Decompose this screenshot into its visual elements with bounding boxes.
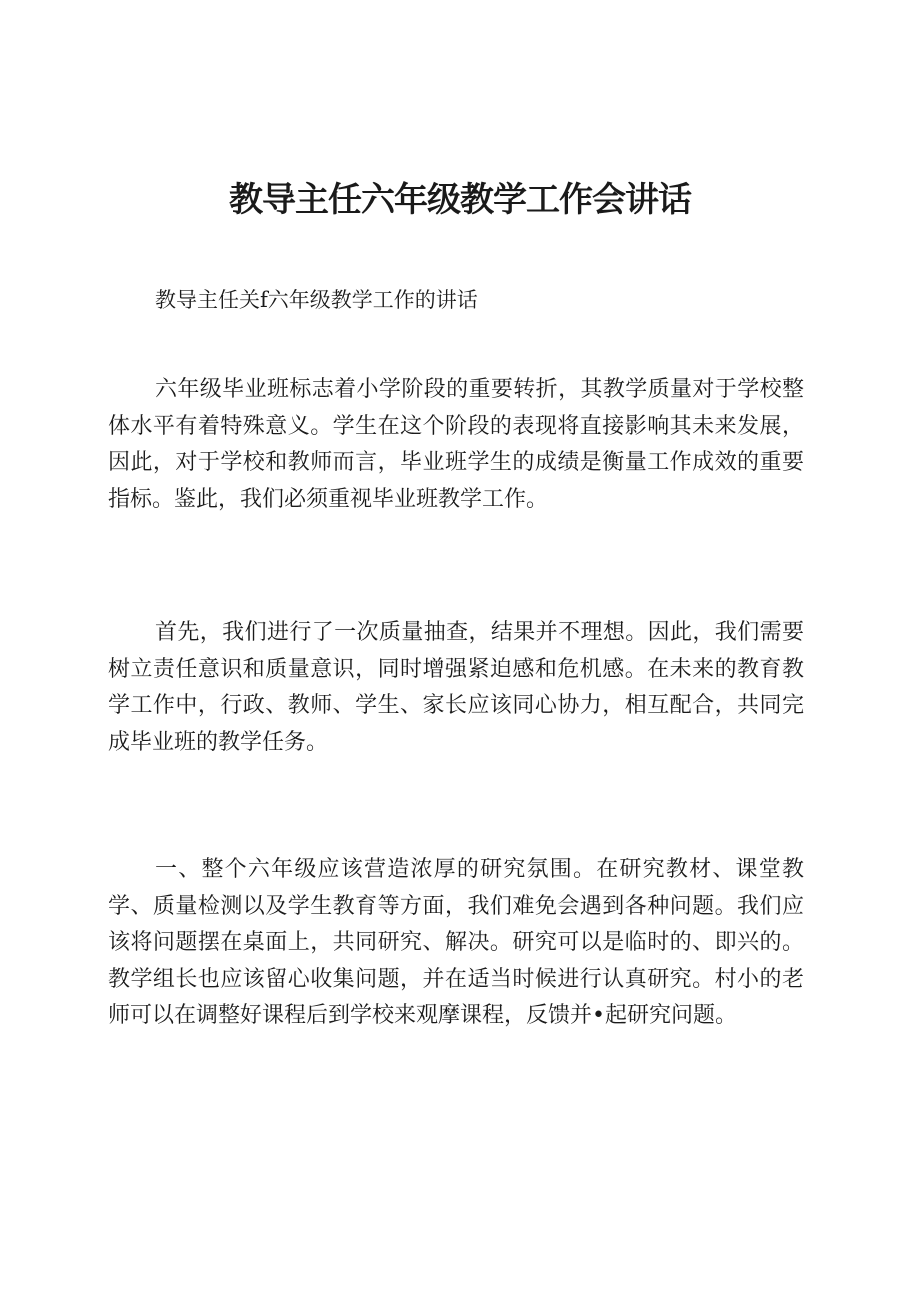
document-subtitle: 教导主任关f六年级教学工作的讲话 [155,288,478,312]
paragraph-research-atmosphere: 一、整个六年级应该营造浓厚的研究氛围。在研究教材、课堂教学、质量检测以及学生教育等方面，我们难免会遇到各种问题。我们应该将问题摆在桌面上，共同研究、解决。研究可以是临时的、即兴的。教学组长也应该留心收集问题，并在适当时候进行认真研究。村小的老师可以在调整好课程后到学校来观摩课程，反馈并•起研究问题。 [108,857,804,1028]
paragraph-intro: 六年级毕业班标志着小学阶段的重要转折，其教学质量对于学校整体水平有着特殊意义。学生在这个阶段的表现将直接影响其未来发展，因此，对于学校和教师而言，毕业班学生的成绩是衡量工作成效的重要指标。鉴此，我们必须重视毕业班教学工作。 [108,377,804,512]
document-title: 教导主任六年级教学工作会讲话 [229,180,691,220]
paragraph-quality-check: 首先，我们进行了一次质量抽查，结果并不理想。因此，我们需要树立责任意识和质量意识，同时增强紧迫感和危机感。在未来的教育教学工作中，行政、教师、学生、家长应该同心协力，相互配合，共同完成毕业班的教学任务。 [108,620,804,755]
